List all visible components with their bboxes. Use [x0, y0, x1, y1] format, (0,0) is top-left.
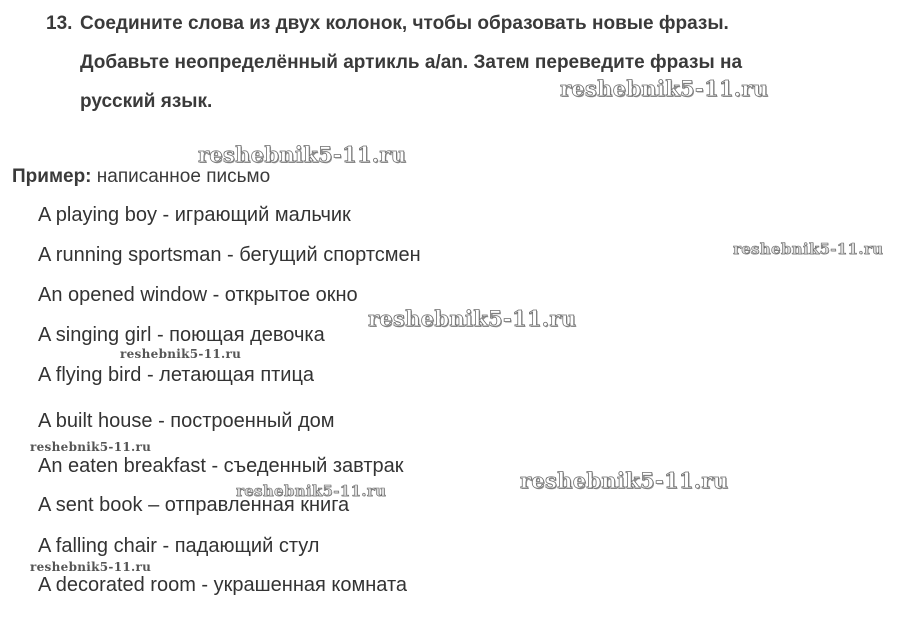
watermark-1: reshebnik5-11.ru [560, 76, 769, 101]
phrase-8: A sent book – отправленная книга [38, 494, 350, 516]
example-text: написанное письмо [91, 166, 271, 187]
phrase-7: An eaten breakfast - съеденный завтрак [38, 455, 404, 477]
watermark-5: reshebnik5-11.ru [120, 347, 242, 361]
task-line-3: русский язык. [80, 91, 213, 112]
phrase-5: A flying bird - летающая птица [38, 364, 315, 386]
task-line-1: Соедините слова из двух колонок, чтобы образовать новые фразы. [80, 13, 729, 34]
phrase-2: A running sportsman - бегущий спортсмен [38, 244, 421, 266]
phrase-1: A playing boy - играющий мальчик [38, 204, 351, 226]
example-row [12, 166, 270, 188]
phrase-4: A singing girl - поющая девочка [38, 324, 325, 346]
phrase-10: A decorated room - украшенная комната [38, 574, 408, 596]
watermark-2: reshebnik5-11.ru [198, 142, 407, 167]
watermark-8: reshebnik5-11.ru [236, 482, 387, 500]
task-number: 13. [46, 13, 73, 34]
phrase-3: An opened window - открытое окно [38, 284, 358, 306]
watermark-3: reshebnik5-11.ru [733, 240, 884, 258]
watermark-7: reshebnik5-11.ru [520, 468, 729, 493]
task-line-2: Добавьте неопределённый артикль a/an. Затем переведите фразы на [80, 52, 743, 73]
example-label: Пример: [12, 166, 92, 187]
phrase-6: A built house - построенный дом [38, 410, 335, 432]
watermark-4: reshebnik5-11.ru [368, 306, 577, 331]
watermark-9: reshebnik5-11.ru [30, 560, 152, 574]
phrase-9: A falling chair - падающий стул [38, 535, 320, 557]
watermark-6: reshebnik5-11.ru [30, 440, 152, 454]
